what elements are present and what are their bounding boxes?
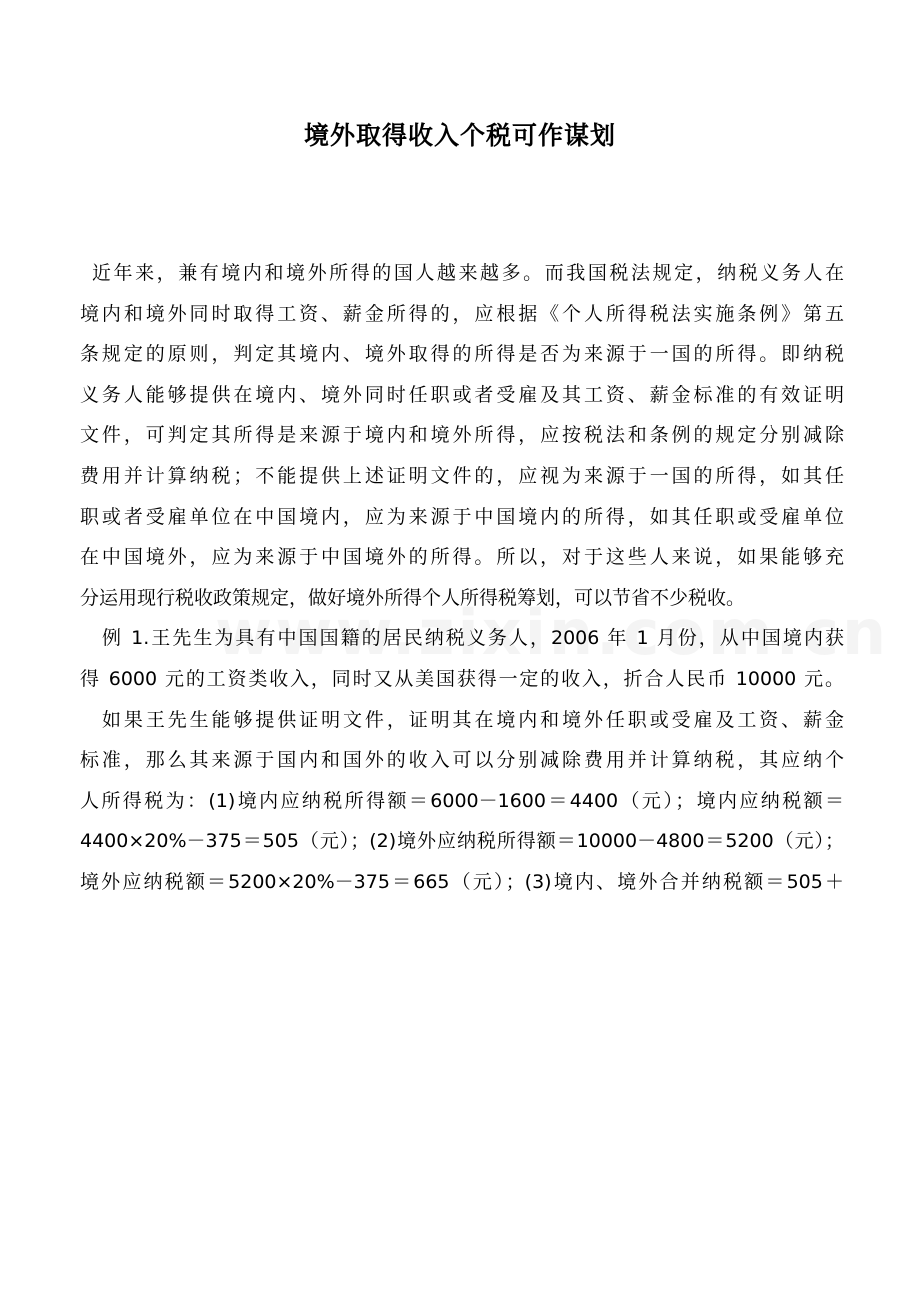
paragraph-1-line-9: 分运用现行税收政策规定，做好境外所得个人所得税筹划，可以节省不少税收。 (80, 586, 746, 609)
paragraph-3-line-3: 人所得税为：(1)境内应纳税所得额＝6000－1600＝4400（元）；境内应纳税额＝ (80, 789, 844, 812)
paragraph-1-line-4: 义务人能够提供在境内、境外同时任职或者受雇及其工资、薪金标准的有效证明 (80, 383, 844, 406)
paragraph-1-line-6: 费用并计算纳税；不能提供上述证明文件的，应视为来源于一国的所得，如其任 (80, 464, 844, 487)
paragraph-3-line-1: 如果王先生能够提供证明文件，证明其在境内和境外任职或受雇及工资、薪金 (102, 708, 844, 731)
paragraph-1-line-1: 近年来，兼有境内和境外所得的国人越来越多。而我国税法规定，纳税义务人在 (92, 262, 844, 284)
paragraph-3-line-4: 4400×20%－375＝505（元）；(2)境外应纳税所得额＝10000－4800＝5200（元）； (80, 830, 844, 853)
paragraph-3-line-2: 标准，那么其来源于国内和国外的收入可以分别减除费用并计算纳税，其应纳个 (80, 749, 844, 772)
paragraph-2-line-1: 例 1.王先生为具有中国国籍的居民纳税义务人，2006 年 1 月份，从中国境内获 (102, 627, 844, 650)
document-title: 境外取得收入个税可作谋划 (303, 121, 616, 150)
paragraph-1-line-8: 在中国境外，应为来源于中国境外的所得。所以，对于这些人来说，如果能够充 (80, 546, 844, 569)
paragraph-3-line-5: 境外应纳税额＝5200×20%－375＝665（元）；(3)境内、境外合并纳税额＝505＋ (80, 870, 844, 893)
paragraph-2-line-2: 得 6000 元的工资类收入，同时又从美国获得一定的收入，折合人民币 10000 元。 (80, 667, 844, 690)
paragraph-1-line-7: 职或者受雇单位在中国境内，应为来源于中国境内的所得，如其任职或受雇单位 (80, 505, 844, 528)
paragraph-1-line-3: 条规定的原则，判定其境内、境外取得的所得是否为来源于一国的所得。即纳税 (80, 343, 844, 366)
document-body (80, 253, 844, 903)
paragraph-1-line-5: 文件，可判定其所得是来源于境内和境外所得，应按税法和条例的规定分别减除 (80, 424, 844, 447)
paragraph-1-line-2: 境内和境外同时取得工资、薪金所得的，应根据《个人所得税法实施条例》第五 (80, 302, 844, 325)
